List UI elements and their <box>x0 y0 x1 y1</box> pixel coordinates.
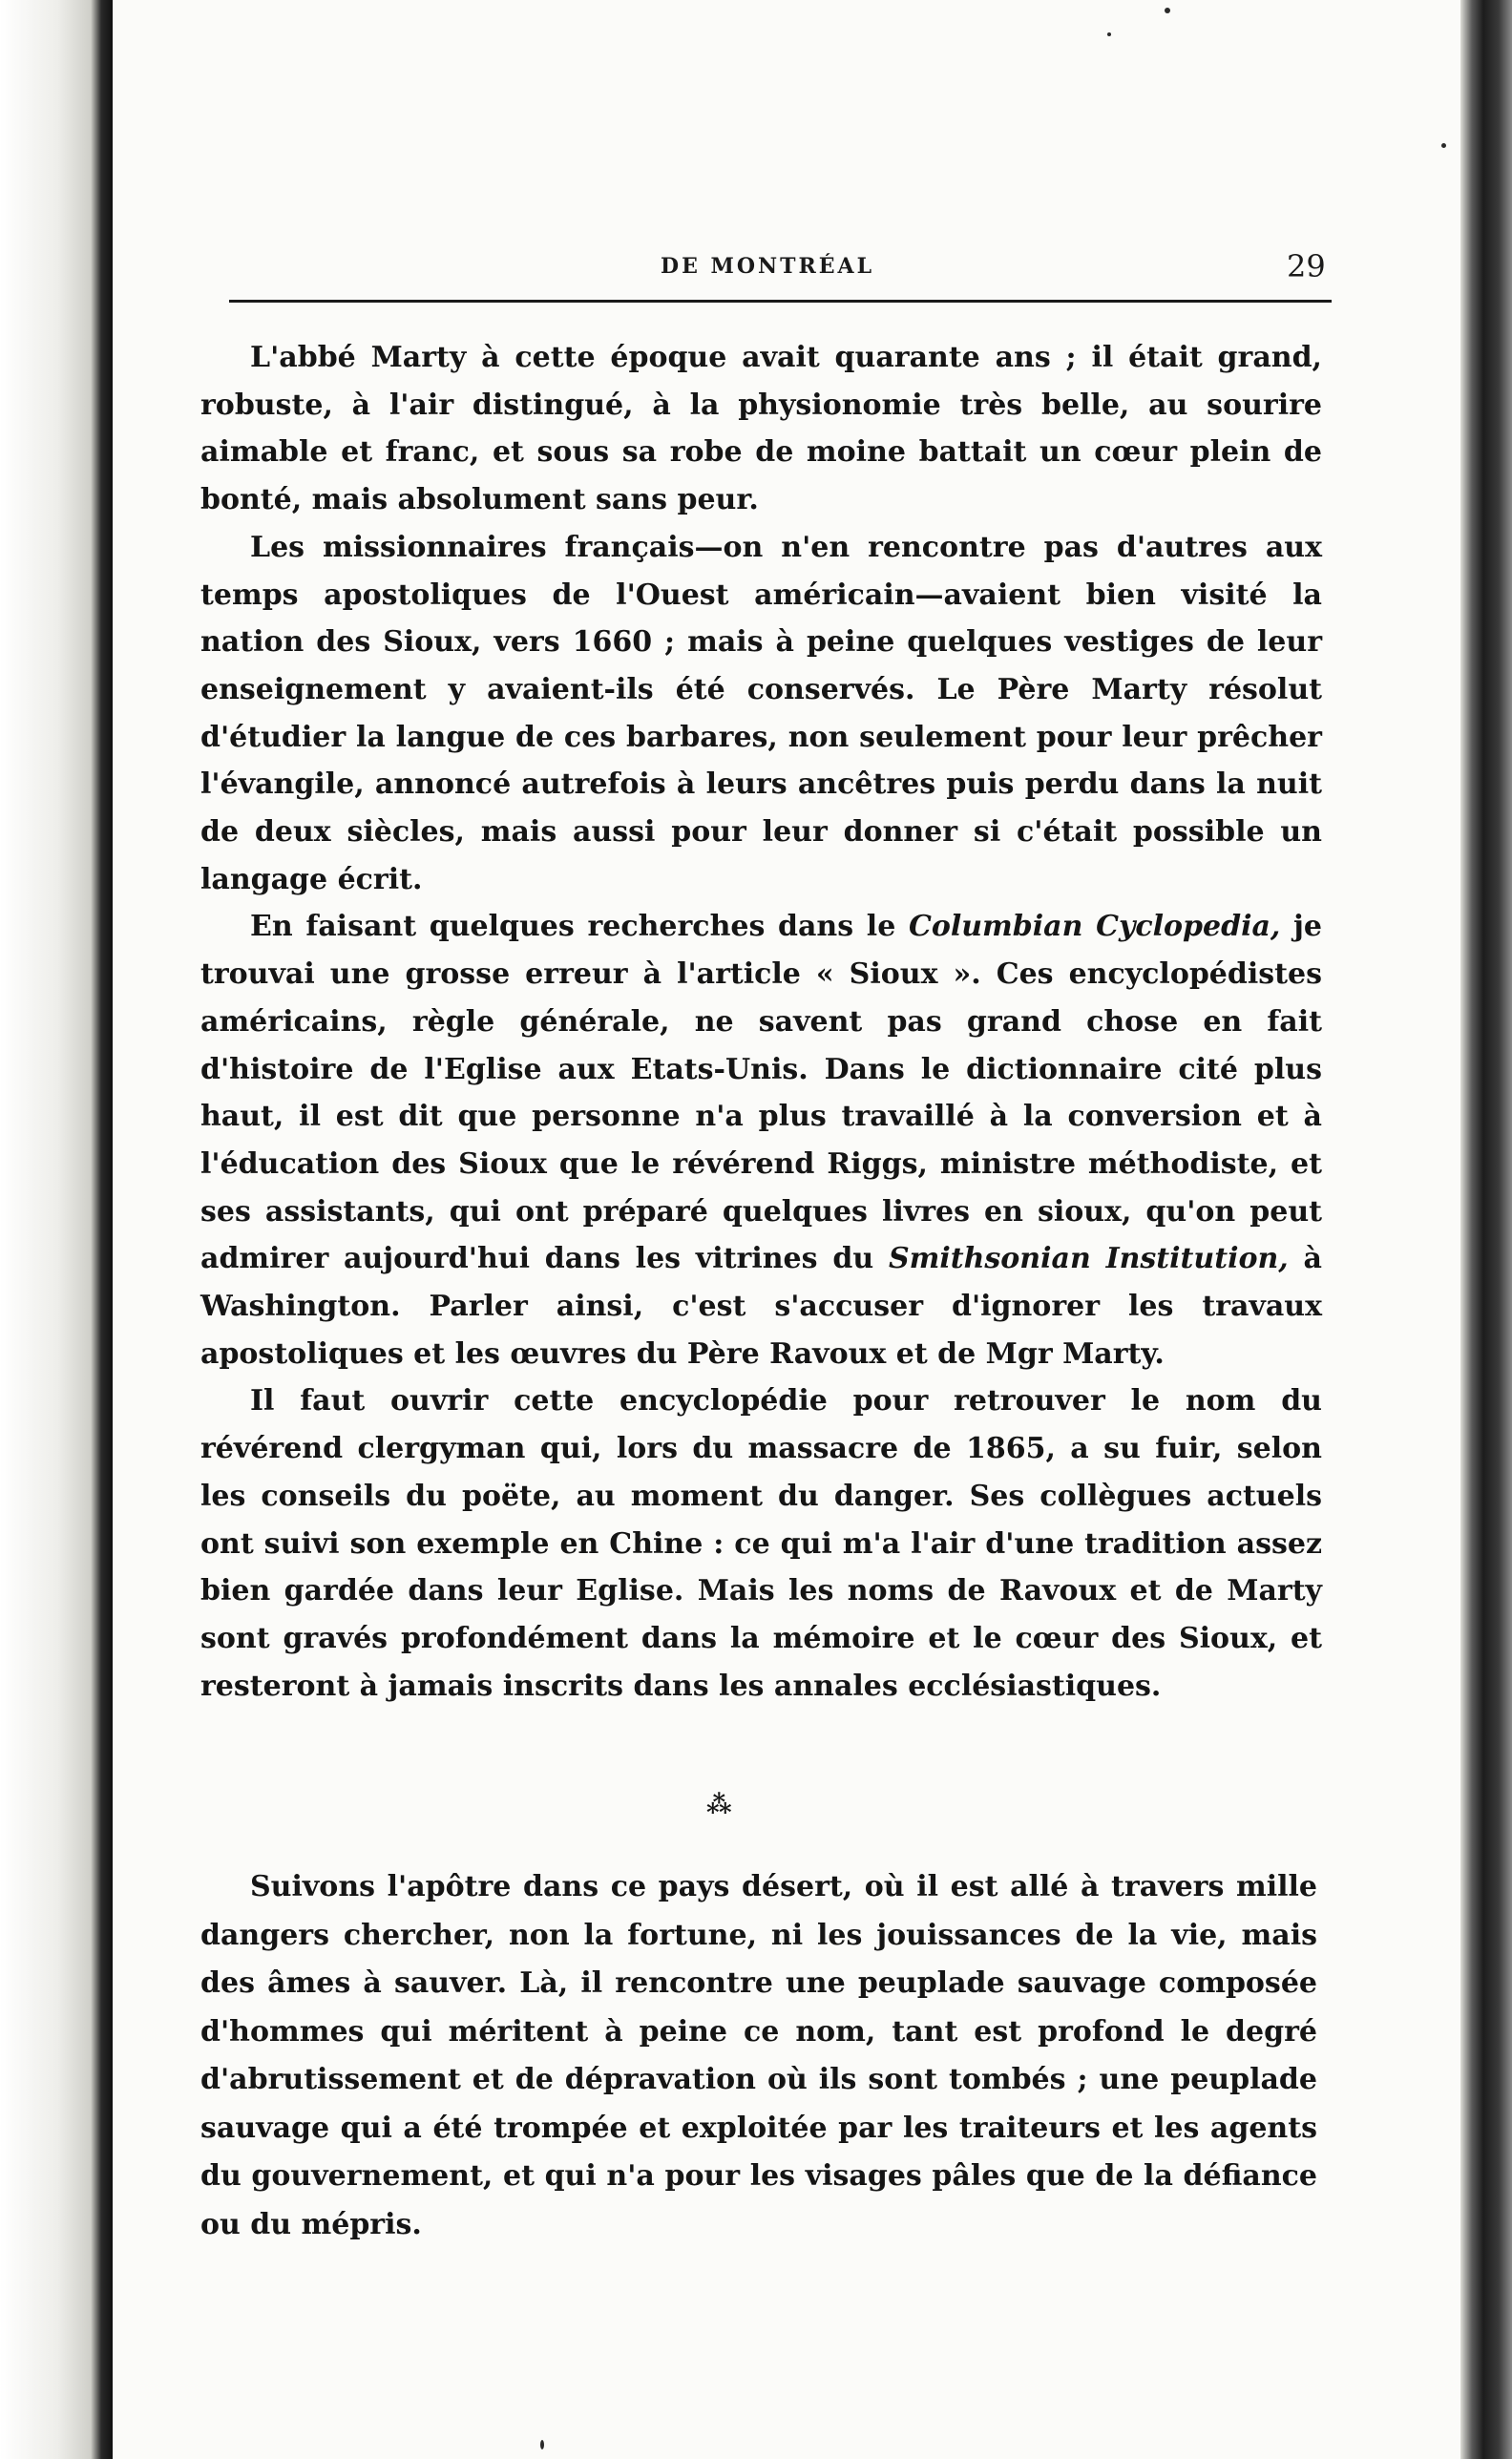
scan-speck <box>1107 32 1111 36</box>
running-head: DE MONTRÉAL <box>661 254 875 279</box>
page-header <box>229 250 1332 288</box>
book-gutter-left <box>0 0 113 2459</box>
paragraph-3-italic-title: Columbian Cyclopedia, <box>908 910 1281 944</box>
paragraph-2: Les missionnaires français—on n'en rencontre pas d'autres aux temps apostoliques de l'Ouest américain—avaient bien visité la nation des Sioux, vers 1660 ; mais à peine quelques vestiges de leur enseignement y avaient-ils été conservés. Le Père Marty résolut d'étudier la langue de ces barbares, non seulement pour leur prêcher l'évangile, annoncé autrefois à leurs ancêtres puis perdu dans la nuit de deux siècles, mais aussi pour leur donner si c'était possible un langage écrit. <box>200 530 1322 896</box>
section-asterism: ⁂ <box>706 1791 732 1819</box>
scan-speck <box>540 2440 544 2449</box>
book-edge-right <box>1460 0 1512 2459</box>
paragraph-3-text-b: je trouvai une grosse erreur à l'article « Sioux ». Ces encyclopédistes américains, règle générale, ne savent pas grand chose en fait d'histoire de l'Eglise aux Etats-Unis. Dans le dictionnaire cité plus haut, il est dit que personne n'a plus travaillé à la conversion et à l'éducation des Sioux que le révérend Riggs, ministre méthodiste, et ses assistants, qui ont préparé quelques livres en sioux, qu'on peut admirer aujourd'hui dans les vitrines du <box>200 910 1322 1276</box>
paragraph-3-italic-institution: Smithsonian Institution, <box>888 1242 1289 1276</box>
paragraph-1: L'abbé Marty à cette époque avait quarante ans ; il était grand, robuste, à l'air distingué, à la physionomie très belle, au sourire aimable et franc, et sous sa robe de moine battait un cœur plein de bonté, mais absolument sans peur. <box>200 341 1322 517</box>
header-rule <box>229 300 1332 303</box>
scan-speck <box>1441 143 1446 148</box>
scan-speck <box>1165 8 1170 13</box>
paragraph-3-text-c: à Washington. Parler ainsi, c'est s'accuser d'ignorer les travaux apostoliques et les œuvres du Père Ravoux et de Mgr Marty. <box>200 1242 1322 1371</box>
body-text-section-2 <box>200 1863 1317 2249</box>
paragraph-5: Suivons l'apôtre dans ce pays désert, où il est allé à travers mille dangers chercher, non la fortune, ni les jouissances de la vie, mais des âmes à sauver. Là, il rencontre une peuplade sauvage composée d'hommes qui méritent à peine ce nom, tant est profond le degré d'abrutissement et de dépravation où ils sont tombés ; une peuplade sauvage qui a été trompée et exploitée par les traiteurs et les agents du gouvernement, et qui n'a pour les visages pâles que de la défiance ou du mépris. <box>200 1870 1317 2241</box>
page-number: 29 <box>1287 248 1326 284</box>
paragraph-4: Il faut ouvrir cette encyclopédie pour retrouver le nom du révérend clergyman qui, lors du massacre de 1865, a su fuir, selon les conseils du poëte, au moment du danger. Ses collègues actuels ont suivi son exemple en Chine : ce qui m'a l'air d'une tradition assez bien gardée dans leur Eglise. Mais les noms de Ravoux et de Marty sont gravés profondément dans la mémoire et le cœur des Sioux, et resteront à jamais inscrits dans les annales ecclésiastiques. <box>200 1384 1322 1703</box>
body-text <box>200 334 1322 1710</box>
paragraph-3 <box>200 903 1322 1377</box>
paragraph-3-text-a: En faisant quelques recherches dans le <box>250 910 909 944</box>
